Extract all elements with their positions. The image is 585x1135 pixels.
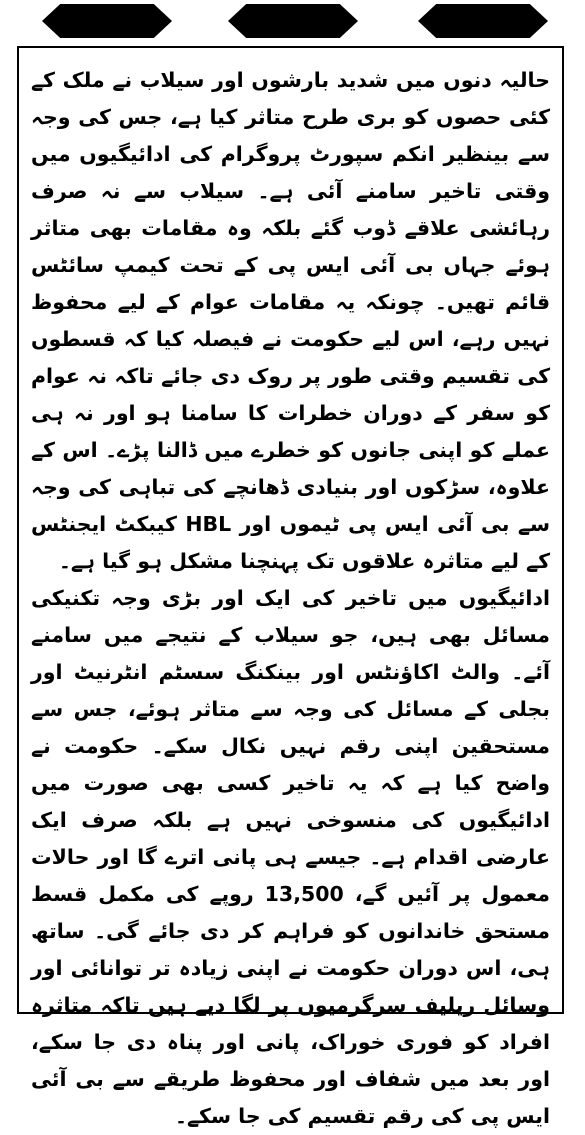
decorative-tab-left — [42, 4, 172, 38]
top-tab-bar — [0, 4, 585, 38]
article-paragraph-1: حالیہ دنوں میں شدید بارشوں اور سیلاب نے ملک کے کئی حصوں کو بری طرح متاثر کیا ہے، جس کی وجہ سے بینظیر انکم سپورٹ پروگرام کی ادائیگیوں میں وقتی تاخیر سامنے آئی ہے۔ سیلاب سے نہ صرف رہائشی علاقے ڈوب گئے بلکہ وہ مقامات بھی متاثر ہوئے جہاں بی آئی ایس پی کے تحت کیمپ سائٹس قائم تھیں۔ چونکہ یہ مقامات عوام کے لیے محفوظ نہیں رہے، اس لیے حکومت نے فیصلہ کیا کہ قسطوں کی تقسیم وقتی طور پر روک دی جائے تاکہ نہ عوام کو سفر کے دوران خطرات کا سامنا ہو اور نہ ہی عملے کو اپنی جانوں کو خطرے میں ڈالنا پڑے۔ اس کے علاوہ، سڑکوں اور بنیادی ڈھانچے کی تباہی کی وجہ سے بی آئی ایس پی ٹیموں اور HBL کیبکٹ ایجنٹس کے لیے متاثرہ علاقوں تک پہنچنا مشکل ہو گیا ہے۔ — [31, 68, 550, 573]
decorative-tab-right — [418, 4, 548, 38]
decorative-tab-center — [228, 4, 358, 38]
article-body — [31, 62, 550, 1128]
article-frame — [17, 46, 564, 1128]
article-paragraph-2: ادائیگیوں میں تاخیر کی ایک اور بڑی وجہ تکنیکی مسائل بھی ہیں، جو سیلاب کے نتیجے میں سامنے آئے۔ والٹ اکاؤنٹس اور بینکنگ سسٹم انٹرنیٹ اور بجلی کے مسائل کی وجہ سے متاثر ہوئے، جس سے مستحقین اپنی رقم نہیں نکال سکے۔ حکومت نے واضح کیا ہے کہ یہ تاخیر کسی بھی صورت میں ادائیگیوں کی منسوخی نہیں ہے بلکہ صرف ایک عارضی اقدام ہے۔ جیسے ہی پانی اترے گا اور حالات معمول پر آئیں گے، 13,500 روپے کی مکمل قسط مستحق خاندانوں کو فراہم کر دی جائے گی۔ ساتھ ہی، اس دوران حکومت نے اپنی زیادہ تر توانائی اور وسائل ریلیف سرگرمیوں پر لگا دیے ہیں تاکہ متاثرہ افراد کو فوری خوراک، پانی اور پناہ دی جا سکے، اور بعد میں شفاف اور محفوظ طریقے سے بی آئی ایس پی کی رقم تقسیم کی جا سکے۔ — [31, 586, 550, 1128]
